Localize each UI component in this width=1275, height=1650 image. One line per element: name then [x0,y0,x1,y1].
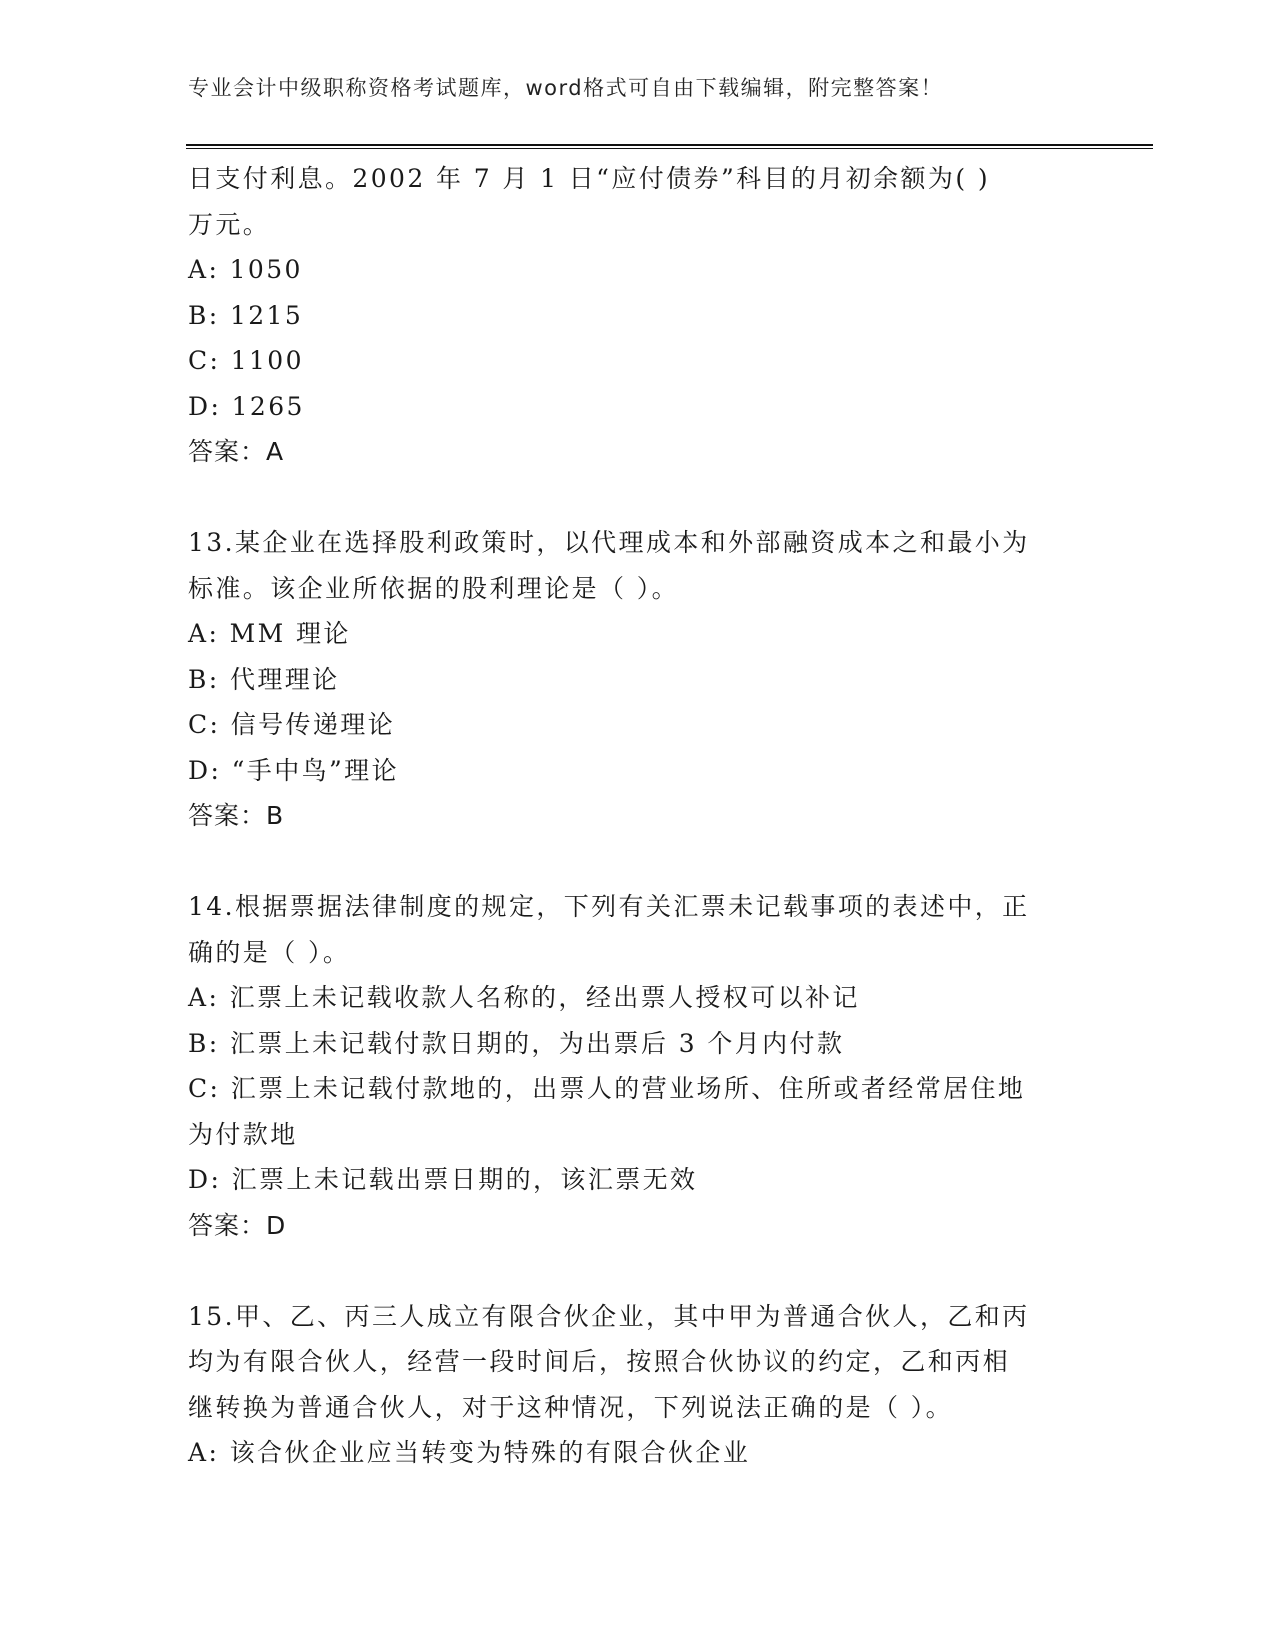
answer: 答案：B [188,801,285,830]
question-stem-line: 万元。 [188,209,271,239]
option-a: A: MM 理论 [188,619,351,648]
question-stem-line: 确的是（ ）。 [188,937,351,967]
option-c: C: 汇票上未记载付款地的，出票人的营业场所、住所或者经常居住地 [188,1074,1026,1103]
option-d: D: 汇票上未记载出票日期的，该汇票无效 [188,1165,698,1194]
question-stem-line: 14.根据票据法律制度的规定，下列有关汇票未记载事项的表述中，正 [188,892,1030,921]
question-stem-line: 均为有限合伙人，经营一段时间后，按照合伙协议的约定，乙和丙相 [188,1347,1011,1376]
option-b: B: 汇票上未记载付款日期的，为出票后 3 个月内付款 [188,1028,845,1058]
option-b: B: 1215 [188,300,304,330]
question-15 [188,1294,1088,1476]
question-14 [188,884,1088,1248]
spacer [188,475,1088,521]
spacer [188,839,1088,885]
question-12 [188,156,1088,475]
spacer [188,1248,1088,1294]
question-stem-line: 日支付利息。2002 年 7 月 1 日“应付债券”科目的月初余额为( ) [188,164,990,193]
question-stem-line: 继转换为普通合伙人，对于这种情况，下列说法正确的是（ ）。 [188,1392,954,1422]
page-header: 专业会计中级职称资格考试题库，word格式可自由下载编辑，附完整答案！ [188,76,944,100]
option-b: B: 代理理论 [188,664,340,694]
question-stem-line: 15.甲、乙、丙三人成立有限合伙企业，其中甲为普通合伙人，乙和丙 [188,1301,1030,1331]
document-body [188,156,1088,1476]
answer: 答案：D [188,1210,287,1240]
option-c: C: 信号传递理论 [188,710,396,739]
question-stem-line: 13.某企业在选择股利政策时，以代理成本和外部融资成本之和最小为 [188,528,1030,557]
option-c-continued: 为付款地 [188,1119,298,1149]
header-divider [186,144,1153,149]
option-d: D: “手中鸟”理论 [188,755,399,785]
option-a: A: 1050 [188,255,303,284]
option-a: A: 该合伙企业应当转变为特殊的有限合伙企业 [188,1438,751,1467]
option-d: D: 1265 [188,391,305,421]
answer: 答案：A [188,437,285,466]
question-13 [188,520,1088,839]
option-c: C: 1100 [188,346,304,375]
option-a: A: 汇票上未记载收款人名称的，经出票人授权可以补记 [188,983,860,1012]
question-stem-line: 标准。该企业所依据的股利理论是（ ）。 [188,573,680,603]
